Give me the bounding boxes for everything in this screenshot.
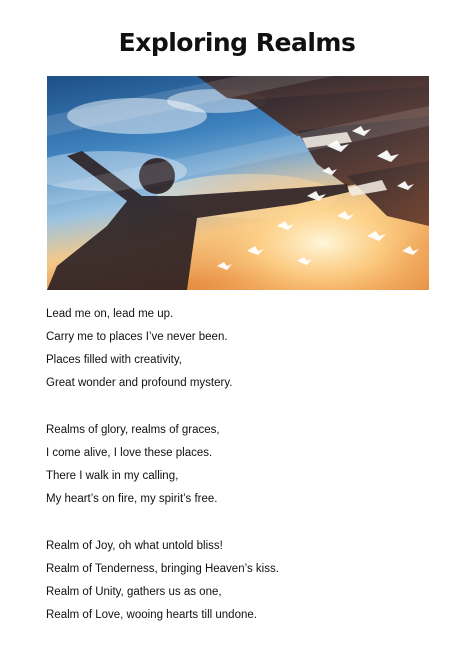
- poem-line: Realm of Tenderness, bringing Heaven’s kiss.: [46, 563, 279, 575]
- page-title: Exploring Realms: [118, 28, 356, 57]
- poem-line: Places filled with creativity,: [46, 354, 182, 366]
- poem-line: Realm of Unity, gathers us as one,: [46, 586, 222, 598]
- poem-line: Lead me on, lead me up.: [46, 308, 174, 320]
- poem-line: Realm of Joy, oh what untold bliss!: [46, 540, 223, 552]
- stanza-2: [46, 419, 446, 511]
- poem: [46, 303, 446, 651]
- poem-line: There I walk in my calling,: [46, 470, 179, 482]
- poem-line: Great wonder and profound mystery.: [46, 377, 233, 389]
- poem-line: Realms of glory, realms of graces,: [46, 424, 220, 436]
- stanza-1: [46, 303, 446, 395]
- stanza-3: [46, 535, 446, 627]
- hero-image: [47, 76, 429, 290]
- poem-line: My heart’s on fire, my spirit’s free.: [46, 493, 218, 505]
- poem-line: I come alive, I love these places.: [46, 447, 213, 459]
- poem-line: Carry me to places I’ve never been.: [46, 331, 228, 343]
- hero-image-svg: [47, 76, 429, 290]
- poem-line: Realm of Love, wooing hearts till undone.: [46, 609, 257, 621]
